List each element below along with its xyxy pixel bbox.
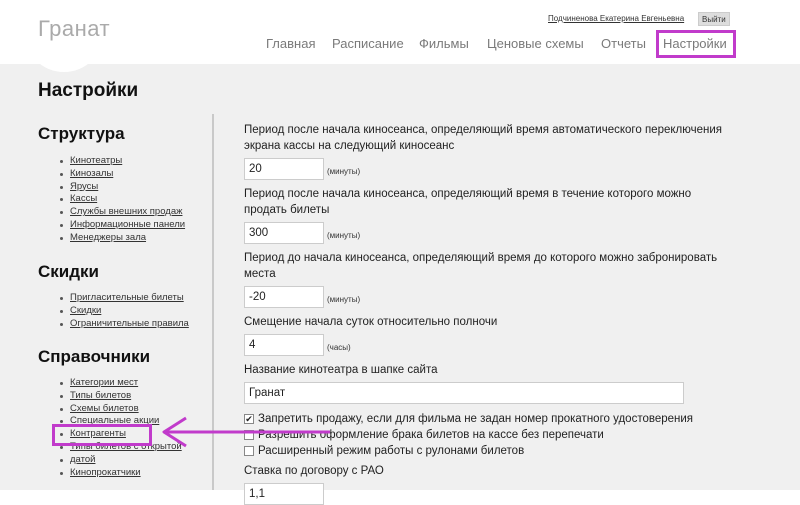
section-title-references: Справочники	[38, 347, 151, 366]
user-profile-link[interactable]: Подчиненова Екатерина Евгеньевна	[548, 14, 685, 23]
sidebar-item-special-offers[interactable]: Специальные акции	[58, 415, 182, 428]
sidebar-item-discounts[interactable]: Скидки	[58, 305, 189, 318]
structure-links	[58, 155, 185, 245]
switch-period-input[interactable]: 20	[244, 158, 324, 180]
annotation-arrow-icon	[150, 410, 330, 450]
cinema-name-input[interactable]: Гранат	[244, 382, 684, 404]
field-label-rao-rate: Ставка по договору с РАО	[244, 465, 384, 477]
nav-item-films[interactable]: Фильмы	[419, 36, 469, 51]
sidebar-item-open-date-tickets[interactable]: Типы билетов с открытой	[58, 441, 182, 454]
nav-item-schedule[interactable]: Расписание	[332, 36, 404, 51]
nav-item-settings[interactable]: Настройки	[663, 36, 727, 51]
discount-links	[58, 292, 189, 330]
sale-period-input[interactable]: 300	[244, 222, 324, 244]
checkbox-label: Запретить продажу, если для фильма не задан номер прокатного удостоверения	[258, 413, 694, 425]
day-offset-input[interactable]: 4	[244, 334, 324, 356]
unit-label: (минуты)	[327, 294, 361, 304]
sidebar-item-open-date-tickets-cont[interactable]: датой	[58, 454, 182, 467]
sidebar-item-restriction-rules[interactable]: Ограничительные правила	[58, 318, 189, 331]
sidebar-item-hall-managers[interactable]: Менеджеры зала	[58, 232, 185, 245]
nav-item-reports[interactable]: Отчеты	[601, 36, 646, 51]
highlight-settings-box	[656, 30, 736, 58]
unit-label: (минуты)	[327, 166, 361, 176]
field-label-booking-period: Период до начала киносеанса, определяющий время до которого можно забронировать места	[244, 252, 718, 280]
field-label-sale-period: Период после начала киносеанса, определяющий время в течение которого можно продать билеты	[244, 188, 692, 216]
field-label-cinema-name: Название кинотеатра в шапке сайта	[244, 364, 438, 376]
nav-item-home[interactable]: Главная	[266, 36, 316, 51]
sidebar-item-cinemas[interactable]: Кинотеатры	[58, 155, 185, 168]
field-label-day-offset: Смещение начала суток относительно полночи	[244, 316, 498, 328]
highlight-contractors-box	[52, 424, 152, 446]
unit-label: (часы)	[327, 342, 351, 352]
booking-period-input[interactable]: -20	[244, 286, 324, 308]
sidebar-item-info-panels[interactable]: Информационные панели	[58, 219, 185, 232]
sidebar-item-tiers[interactable]: Ярусы	[58, 181, 185, 194]
nav-item-price-schemes[interactable]: Ценовые схемы	[487, 36, 584, 51]
sidebar-item-ticket-schemes[interactable]: Схемы билетов	[58, 403, 182, 416]
forbid-sale-checkbox[interactable]: ✔	[245, 414, 253, 424]
page-title: Настройки	[38, 80, 139, 101]
checkbox-label: Расширенный режим работы с рулонами билетов	[258, 445, 525, 457]
app-logo[interactable]: Гранат	[38, 16, 111, 41]
section-title-discounts: Скидки	[38, 262, 99, 281]
checkbox-label: Разрешить оформление брака билетов на кассе без перепечати	[258, 429, 604, 441]
section-title-structure: Структура	[38, 124, 125, 143]
logout-button[interactable]: Выйти	[698, 12, 730, 26]
sidebar-item-ticket-types[interactable]: Типы билетов	[58, 390, 182, 403]
sidebar-item-cashdesks[interactable]: Кассы	[58, 193, 185, 206]
unit-label: (минуты)	[327, 230, 361, 240]
sidebar-item-external-sales[interactable]: Службы внешних продаж	[58, 206, 185, 219]
sidebar-item-invitations[interactable]: Пригласительные билеты	[58, 292, 189, 305]
rao-rate-input[interactable]: 1,1	[244, 483, 324, 505]
sidebar-item-halls[interactable]: Кинозалы	[58, 168, 185, 181]
field-label-switch-period: Период после начала киносеанса, определяющий время автоматического переключения экрана кассы на следующий киносеанс	[244, 124, 722, 152]
sidebar-item-contractors[interactable]: Контрагенты	[58, 428, 182, 441]
sidebar-item-seat-categories[interactable]: Категории мест	[58, 377, 182, 390]
sidebar-item-distributors[interactable]: Кинопрокатчики	[58, 467, 182, 480]
